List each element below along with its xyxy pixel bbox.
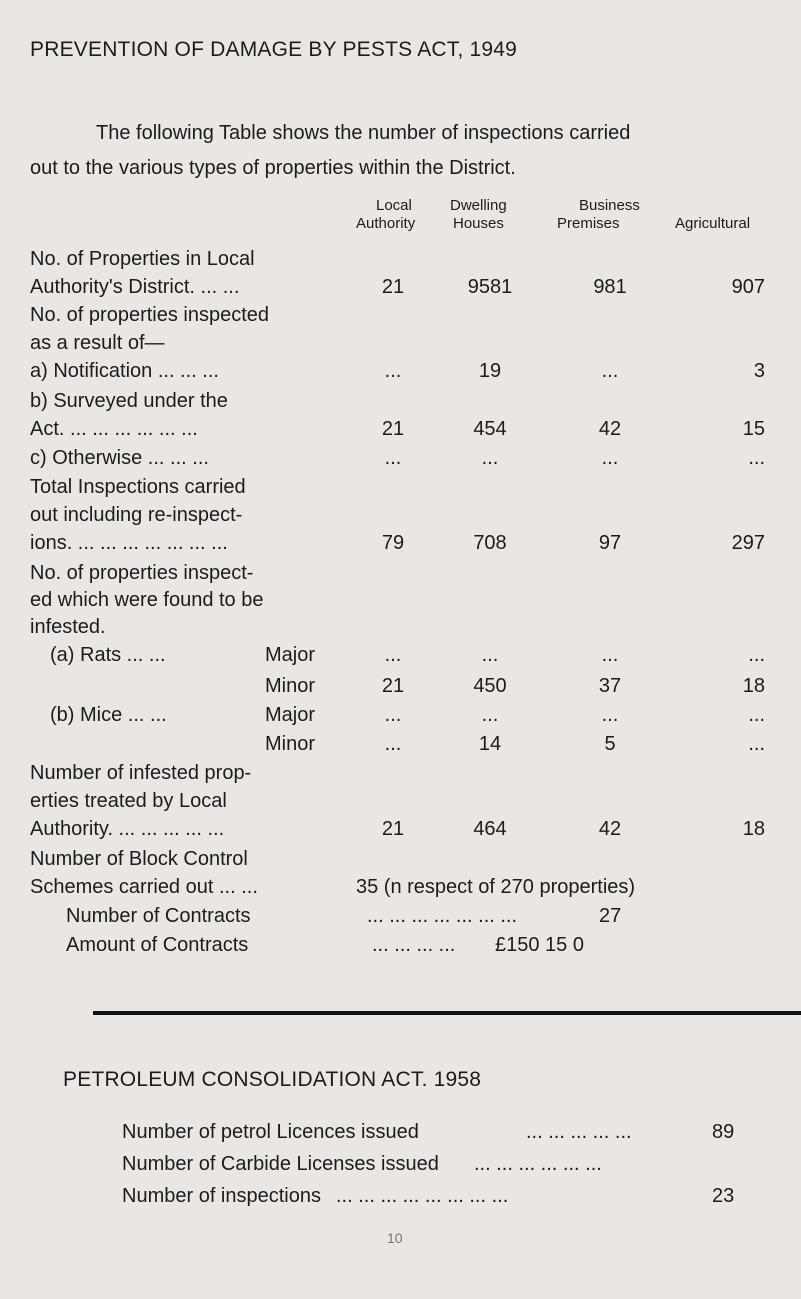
row-label: No. of Properties in Local [30,248,255,270]
col-header-local: Local [376,197,412,214]
section-title: PETROLEUM CONSOLIDATION ACT. 1958 [63,1068,482,1091]
cell-agricultural: ... [748,704,765,726]
col-header-dwelling: Dwelling [450,197,507,214]
cell-business: 5 [604,733,616,755]
col-header-agricultural: Agricultural [675,215,751,232]
leader-dots: ... ... ... ... ... ... ... [367,905,518,927]
cell-agricultural: 907 [731,276,765,298]
list-item-label: Number of petrol Licences issued [122,1121,419,1143]
cell-local: ... [384,360,402,382]
cell-business: 97 [598,532,622,554]
row-label: Authority. ... ... ... ... ... [30,818,225,840]
cell-business: 37 [598,675,622,697]
cell-business: ... [601,644,619,666]
cell-dwelling: 450 [473,675,507,697]
col-header-authority: Authority [356,215,416,232]
cell-local: 21 [381,818,405,840]
page-title: PREVENTION OF DAMAGE BY PESTS ACT, 1949 [30,38,518,61]
list-item-value: 89 [712,1121,735,1143]
cell-dwelling: 19 [478,360,502,382]
row-label: Number of infested prop- [30,762,252,784]
row-label: out including re-inspect- [30,504,243,526]
list-item-value: 23 [712,1185,735,1207]
section-divider [93,1011,801,1015]
row-label: as a result of— [30,332,165,354]
cell-local: ... [384,704,402,726]
cell-agricultural: 297 [731,532,765,554]
cell-local: 79 [381,532,405,554]
row-label: b) Surveyed under the [30,390,228,412]
cell-business: 42 [598,418,622,440]
cell-dwelling: 14 [478,733,502,755]
contracts-value: 27 [599,905,622,927]
cell-business: 42 [598,818,622,840]
page-number: 10 [387,1230,403,1246]
row-label: Schemes carried out ... ... [30,876,258,898]
row-label: Total Inspections carried [30,476,246,498]
col-header-houses: Houses [453,215,504,232]
row-sublabel: Minor [265,733,316,755]
row-label: No. of properties inspect- [30,562,254,584]
cell-agricultural: 3 [753,360,765,382]
cell-agricultural: 18 [742,818,765,840]
cell-agricultural: ... [748,733,765,755]
row-label: Number of Contracts [66,905,251,927]
cell-dwelling: 464 [473,818,507,840]
cell-agricultural: 18 [742,675,765,697]
leader-dots: ... ... ... ... ... ... ... ... [336,1185,509,1207]
leader-dots: ... ... ... ... [372,934,456,956]
col-header-premises: Premises [557,215,620,232]
cell-local: 21 [381,418,405,440]
cell-dwelling: ... [481,447,499,469]
cell-local: ... [384,447,402,469]
row-label: erties treated by Local [30,790,227,812]
cell-local: ... [384,644,402,666]
row-sublabel: Major [265,704,316,726]
row-label: ed which were found to be [30,589,264,611]
list-item-label: Number of inspections [122,1185,321,1207]
cell-local: 21 [381,675,405,697]
row-label: (b) Mice ... ... [50,704,167,726]
cell-agricultural: ... [748,447,765,469]
cell-dwelling: 708 [473,532,507,554]
row-label: infested. [30,616,106,638]
cell-business: ... [601,447,619,469]
cell-dwelling: ... [481,704,499,726]
block-control-value: 35 (n respect of 270 properties) [356,876,636,898]
cell-local: 21 [381,276,405,298]
row-label: c) Otherwise ... ... ... [30,447,209,469]
row-label: No. of properties inspected [30,304,270,326]
cell-agricultural: 15 [742,418,765,440]
cell-agricultural: ... [748,644,765,666]
row-sublabel: Major [265,644,316,666]
leader-dots: ... ... ... ... ... [526,1121,632,1143]
cell-business: ... [601,360,619,382]
leader-dots: ... ... ... ... ... ... [474,1153,602,1175]
cell-dwelling: 454 [473,418,507,440]
row-sublabel: Minor [265,675,316,697]
cell-local: ... [384,733,402,755]
row-label: Amount of Contracts [66,934,249,956]
intro-line-1: The following Table shows the number of inspections carried [96,122,631,144]
row-label: a) Notification ... ... ... [30,360,219,382]
cell-business: 981 [593,276,627,298]
intro-line-2: out to the various types of properties within the District. [30,157,516,179]
amount-value: £150 15 0 [495,934,584,956]
list-item-label: Number of Carbide Licenses issued [122,1153,439,1175]
row-label: (a) Rats ... ... [50,644,166,666]
row-label: Act. ... ... ... ... ... ... [30,418,198,440]
row-label: Authority's District. ... ... [30,276,240,298]
cell-dwelling: 9581 [467,276,513,298]
col-header-business: Business [579,197,640,214]
cell-business: ... [601,704,619,726]
row-label: ions. ... ... ... ... ... ... ... [30,532,228,554]
row-label: Number of Block Control [30,848,248,870]
cell-dwelling: ... [481,644,499,666]
